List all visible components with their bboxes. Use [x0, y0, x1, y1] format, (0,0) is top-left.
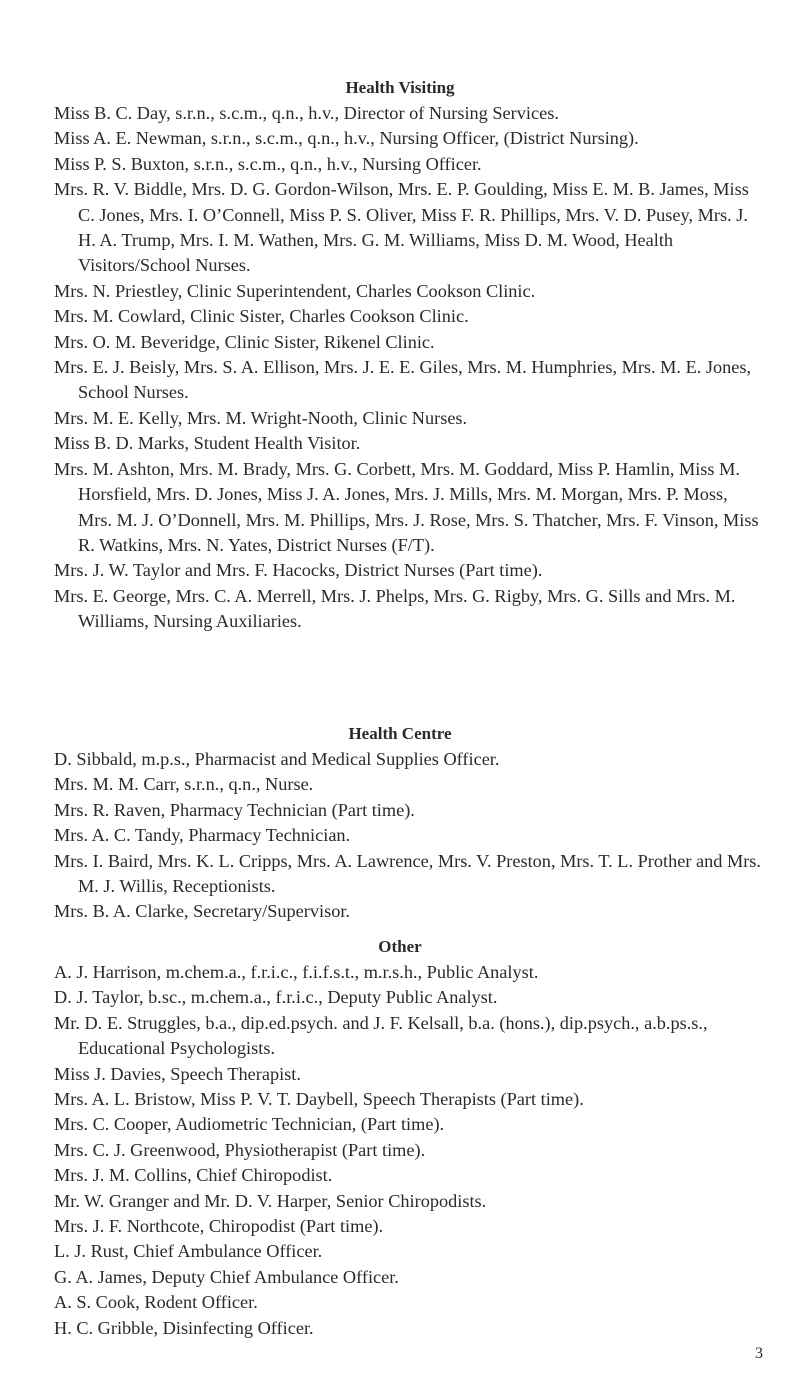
staff-entry: Mrs. C. Cooper, Audiometric Technician, (Part time).: [54, 1114, 445, 1135]
staff-entry: Mrs. E. J. Beisly, Mrs. S. A. Ellison, Mrs. J. E. E. Giles, Mrs. M. Humphries, Mrs. M. E. Jones, School Nurses.: [54, 357, 752, 403]
staff-entry: Miss B. C. Day, s.r.n., s.c.m., q.n., h.v., Director of Nursing Services.: [54, 103, 559, 123]
staff-entry: Mr. W. Granger and Mr. D. V. Harper, Senior Chiropodists.: [54, 1190, 487, 1211]
staff-entry: Mr. D. E. Struggles, b.a., dip.ed.psych. and J. F. Kelsall, b.a. (hons.), dip.psych., a.b.ps.s., Educational Psychologists.: [54, 1012, 708, 1059]
section-heading: Health Visiting: [345, 78, 455, 97]
staff-entry: Mrs. C. J. Greenwood, Physiotherapist (Part time).: [54, 1139, 426, 1160]
staff-entry: Mrs. R. Raven, Pharmacy Technician (Part time).: [54, 799, 415, 820]
staff-entry: Mrs. R. V. Biddle, Mrs. D. G. Gordon-Wilson, Mrs. E. P. Goulding, Miss E. M. B. James, Miss C. Jones, Mrs. I. O’Connell, Miss P. S. Oliver, Miss F. R. Phillips, Mrs. V. D. Pusey, Mrs. J. H. A. Trump, Mrs. I. M. Wathen, Mrs. G. M. Williams, Miss D. M. Wood, Health Visitors/School Nurses.: [54, 179, 749, 276]
staff-entry: Mrs. A. L. Bristow, Miss P. V. T. Daybell, Speech Therapists (Part time).: [54, 1089, 584, 1110]
staff-entry: D. J. Taylor, b.sc., m.chem.a., f.r.i.c., Deputy Public Analyst.: [54, 987, 498, 1008]
section-heading: Health Centre: [348, 724, 452, 743]
entry-list: [0, 101, 800, 635]
staff-entry: Mrs. N. Priestley, Clinic Superintendent, Charles Cookson Clinic.: [54, 280, 536, 301]
staff-entry: Mrs. A. C. Tandy, Pharmacy Technician.: [54, 825, 351, 846]
staff-entry: Mrs. E. George, Mrs. C. A. Merrell, Mrs. J. Phelps, Mrs. G. Rigby, Mrs. G. Sills and Mrs. M. Williams, Nursing Auxiliaries.: [54, 585, 736, 632]
staff-entry: Mrs. O. M. Beveridge, Clinic Sister, Rikenel Clinic.: [54, 331, 435, 352]
staff-entry: G. A. James, Deputy Chief Ambulance Officer.: [54, 1266, 399, 1287]
staff-entry: L. J. Rust, Chief Ambulance Officer.: [54, 1241, 323, 1262]
entry-list: [0, 960, 800, 1341]
section-health-visiting: [0, 75, 800, 635]
staff-entry: Mrs. M. M. Carr, s.r.n., q.n., Nurse.: [54, 774, 314, 795]
section-heading: Other: [378, 937, 422, 956]
staff-entry: Mrs. J. W. Taylor and Mrs. F. Hacocks, District Nurses (Part time).: [54, 560, 543, 581]
staff-entry: Miss J. Davies, Speech Therapist.: [54, 1063, 301, 1084]
staff-entry: Mrs. J. M. Collins, Chief Chiropodist.: [54, 1165, 333, 1186]
staff-entry: A. S. Cook, Rodent Officer.: [54, 1292, 258, 1313]
entry-list: [0, 747, 800, 925]
staff-entry: D. Sibbald, m.p.s., Pharmacist and Medical Supplies Officer.: [54, 749, 500, 769]
staff-entry: A. J. Harrison, m.chem.a., f.r.i.c., f.i.f.s.t., m.r.s.h., Public Analyst.: [54, 962, 539, 982]
staff-entry: Mrs. I. Baird, Mrs. K. L. Cripps, Mrs. A. Lawrence, Mrs. V. Preston, Mrs. T. L. Prother and Mrs. M. J. Willis, Receptionists.: [54, 850, 761, 897]
staff-entry: H. C. Gribble, Disinfecting Officer.: [54, 1317, 314, 1338]
staff-entry: Mrs. M. E. Kelly, Mrs. M. Wright-Nooth, Clinic Nurses.: [54, 407, 468, 428]
staff-entry: Miss P. S. Buxton, s.r.n., s.c.m., q.n., h.v., Nursing Officer.: [54, 153, 482, 174]
staff-entry: Mrs. J. F. Northcote, Chiropodist (Part time).: [54, 1216, 384, 1237]
staff-entry: Mrs. M. Ashton, Mrs. M. Brady, Mrs. G. Corbett, Mrs. M. Goddard, Miss P. Hamlin, Miss M. Horsfield, Mrs. D. Jones, Miss J. A. Jones, Mrs. J. Mills, Mrs. M. Morgan, Mrs. P. Moss, Mrs. M. J. O’Donnell, Mrs. M. Phillips, Mrs. J. Rose, Mrs. S. Thatcher, Mrs. F. Vinson, Miss R. Watkins, Mrs. N. Yates, District Nurses (F/T).: [54, 458, 759, 555]
staff-entry: Mrs. B. A. Clarke, Secretary/Supervisor.: [54, 901, 351, 922]
staff-entry: Mrs. M. Cowlard, Clinic Sister, Charles Cookson Clinic.: [54, 306, 469, 327]
page-number: 3: [755, 1345, 763, 1362]
section-other: [0, 934, 800, 1341]
staff-entry: Miss A. E. Newman, s.r.n., s.c.m., q.n., h.v., Nursing Officer, (District Nursing).: [54, 128, 639, 149]
staff-entry: Miss B. D. Marks, Student Health Visitor.: [54, 433, 361, 454]
section-health-centre: [0, 721, 800, 925]
